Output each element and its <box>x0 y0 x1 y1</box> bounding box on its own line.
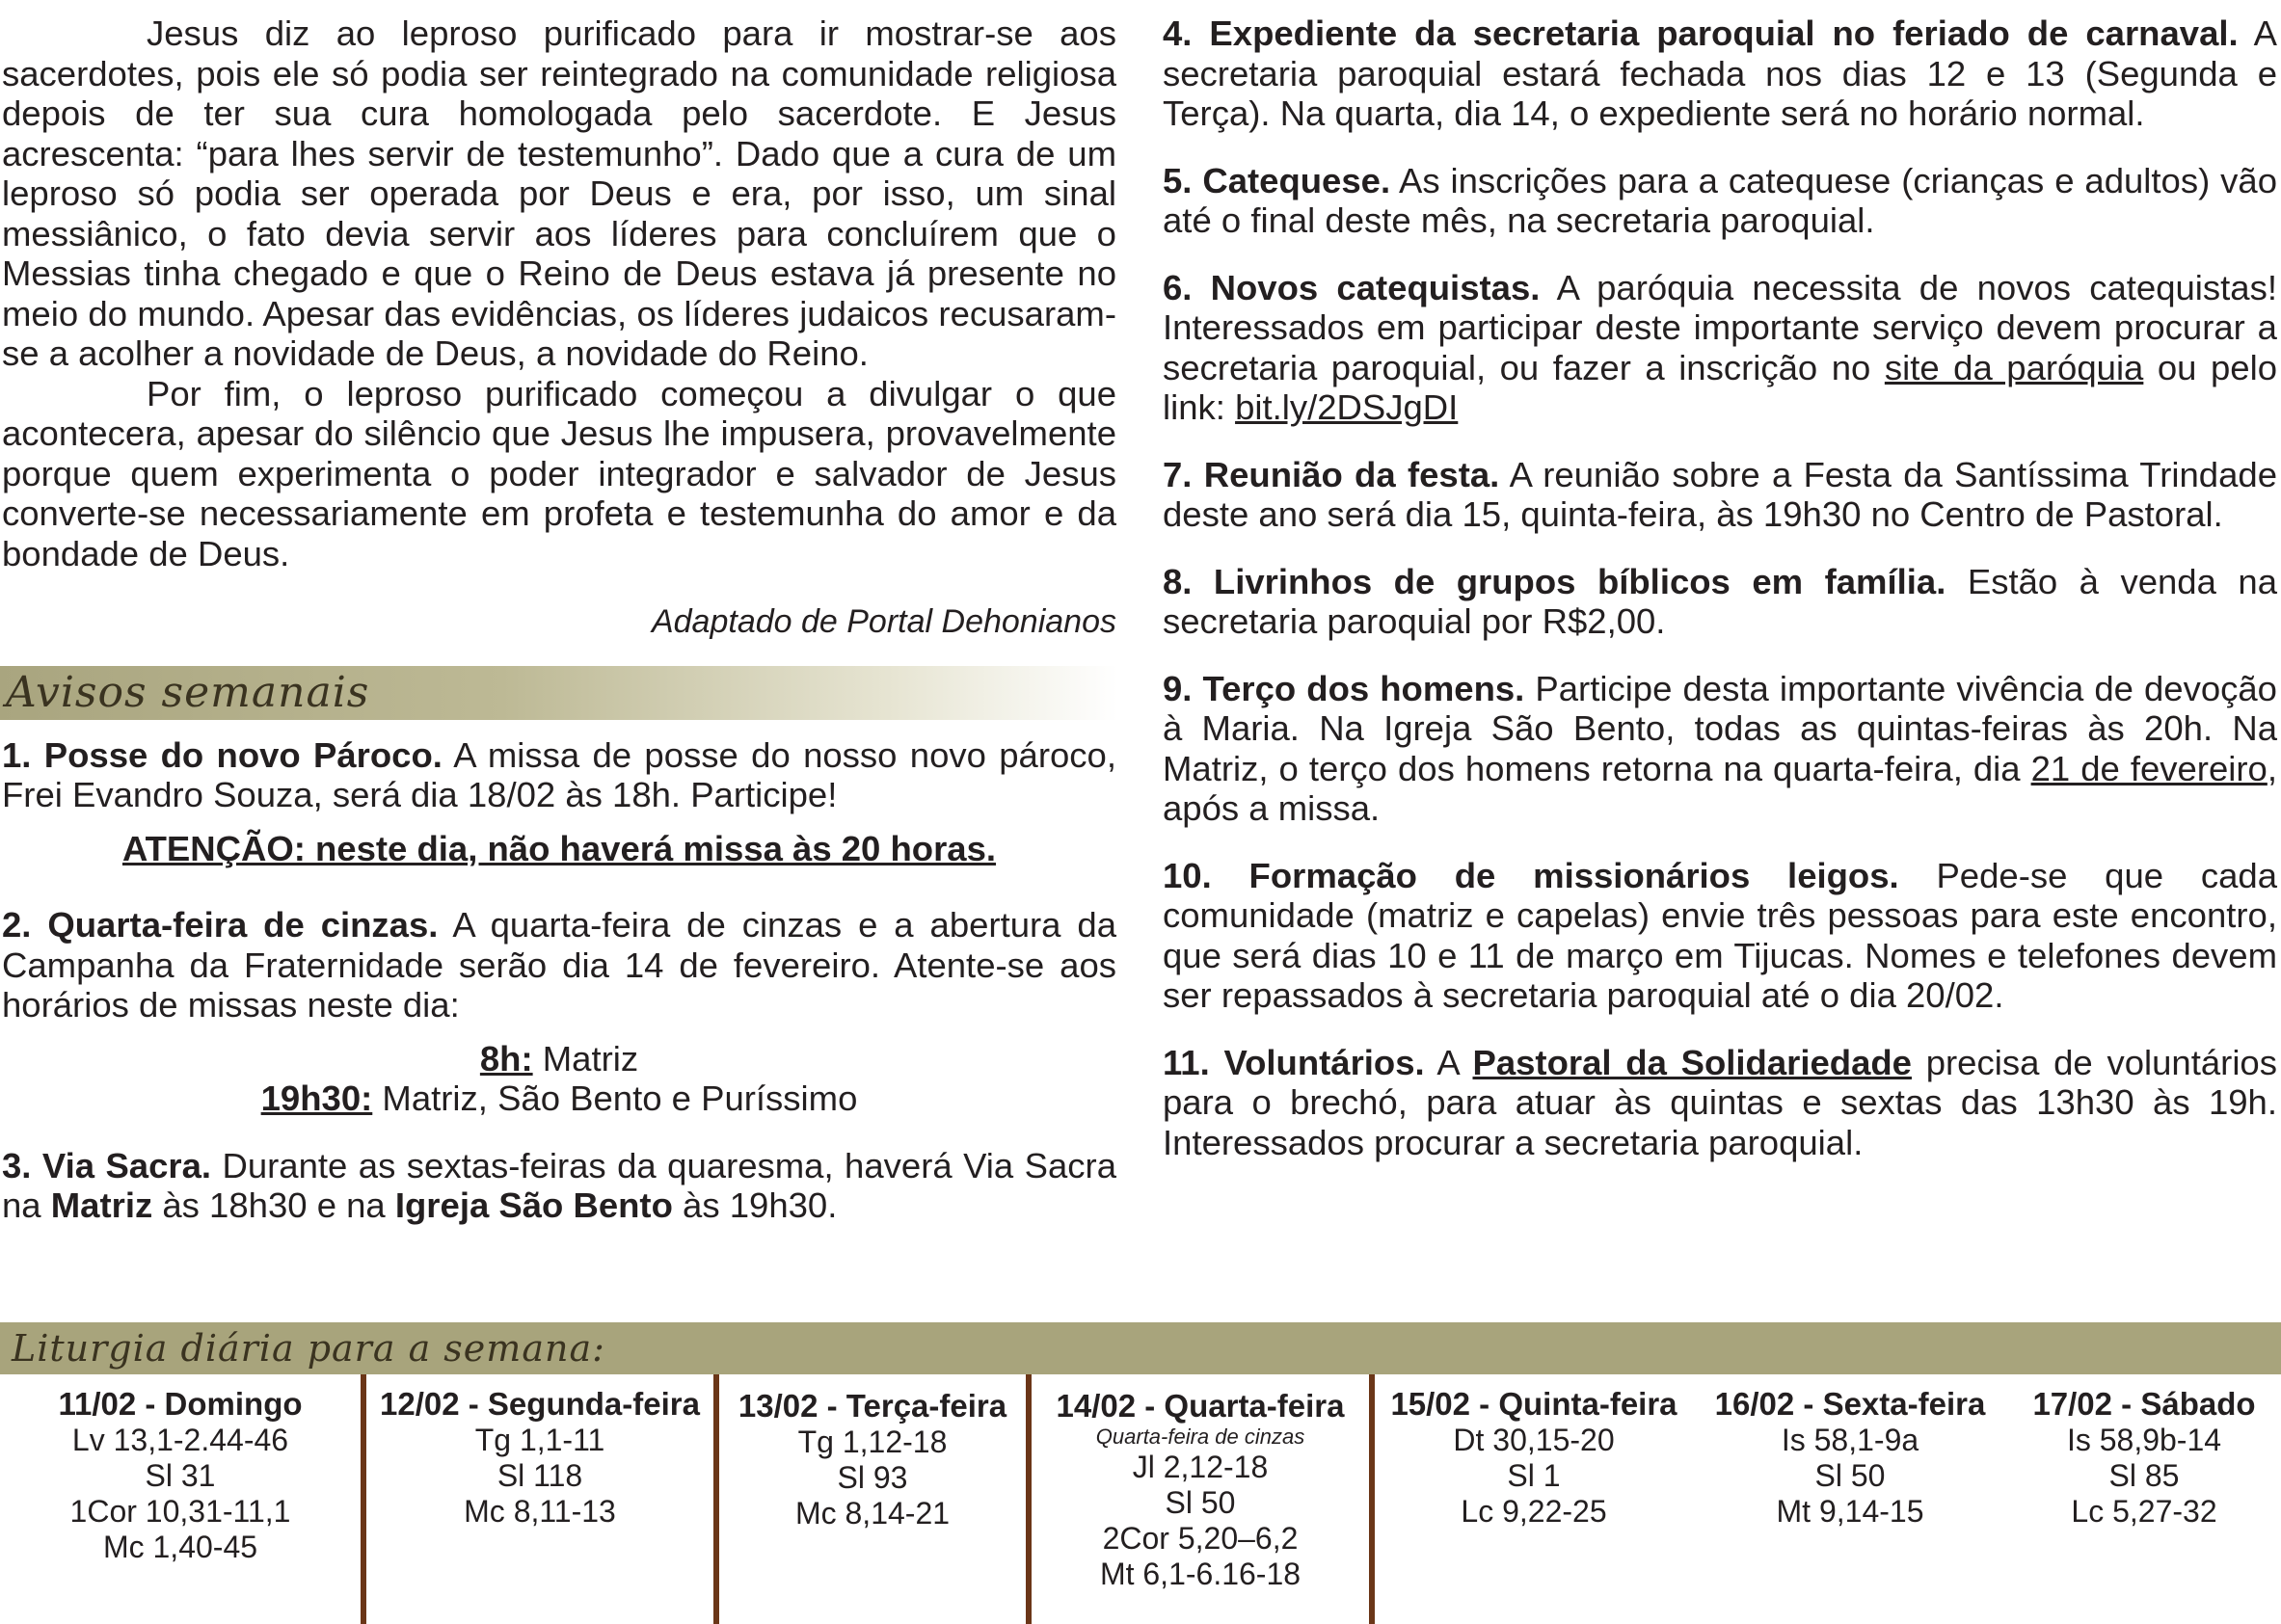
reading: Jl 2,12-18 <box>1132 1450 1269 1484</box>
notice-1-title: 1. Posse do novo Pároco. <box>2 734 443 775</box>
day-header: 15/02 - Quinta-feira <box>1390 1386 1677 1422</box>
reading: Dt 30,15-20 <box>1453 1423 1615 1457</box>
notice-10-text: Pede-se que cada comunidade (matriz e capelas) envie três pessoas para este encontro, que será dias 10 e 11 de março em Tijucas. Nomes e telefones devem ser repassados à secretaria paroquial até o dia 20/02. <box>1163 855 2277 1015</box>
notice-5 <box>1163 161 2277 241</box>
reading: Sl 118 <box>496 1458 583 1493</box>
day-column <box>1693 1374 2007 1624</box>
liturgy-banner <box>0 1322 2281 1374</box>
day-column <box>366 1374 713 1624</box>
reading: Sl 50 <box>1814 1458 1886 1493</box>
mass-time-1-place: Matriz <box>532 1038 639 1078</box>
notice-8 <box>1163 562 2277 642</box>
day-header: 17/02 - Sábado <box>2032 1386 2256 1422</box>
right-column <box>1163 13 2277 1162</box>
notice-11 <box>1163 1043 2277 1163</box>
reading: Sl 50 <box>1165 1485 1236 1520</box>
reading: Tg 1,1-11 <box>474 1423 605 1457</box>
notice-3-place-2: Igreja São Bento <box>394 1185 673 1225</box>
reading: Mt 6,1-6.16-18 <box>1099 1557 1302 1591</box>
mass-time-1-hour: 8h: <box>479 1038 533 1078</box>
mass-time-2 <box>2 1078 1116 1119</box>
day-header: 16/02 - Sexta-feira <box>1714 1386 1986 1422</box>
notice-5-title: 5. Catequese. <box>1163 160 1391 200</box>
reading: Mc 8,14-21 <box>794 1496 951 1531</box>
attention-notice <box>2 829 1116 869</box>
pastoral-name: Pastoral da Solidariedade <box>1472 1042 1912 1082</box>
notice-5-text: As inscrições para a catequese (crianças e adultos) vão até o final deste mês, na secretaria paroquial. <box>1163 160 2278 240</box>
day-column <box>2007 1374 2281 1624</box>
notice-4-title: 4. Expediente da secretaria paroquial no feriado de carnaval. <box>1163 13 2239 53</box>
notice-2-title: 2. Quarta-feira de cinzas. <box>2 905 439 945</box>
short-link[interactable]: bit.ly/2DSJgDI <box>1235 387 1459 427</box>
notice-11-title: 11. Voluntários. <box>1163 1042 1425 1082</box>
reading: Is 58,1-9a <box>1781 1423 1919 1457</box>
notice-9-date: 21 de fevereiro <box>2030 748 2268 788</box>
notice-6-title: 6. Novos catequistas. <box>1163 267 1541 307</box>
notice-3-text-2: às 18h30 e na <box>152 1185 395 1225</box>
notice-6-text-2: ou pelo link: <box>1163 347 2277 427</box>
reading: Lc 9,22-25 <box>1461 1494 1607 1529</box>
mass-time-2-place: Matriz, São Bento e Puríssimo <box>372 1078 858 1118</box>
notice-6 <box>1163 268 2277 428</box>
reading: Tg 1,12-18 <box>797 1424 948 1459</box>
day-column <box>0 1374 361 1624</box>
reading: Lv 13,1-2.44-46 <box>71 1423 289 1457</box>
avisos-title: Avisos semanais <box>6 668 370 717</box>
notice-8-text: Estão à venda na secretaria paroquial por R$2,00. <box>1163 561 2277 641</box>
notice-4 <box>1163 13 2277 134</box>
notice-9-title: 9. Terço dos homens. <box>1163 668 1525 708</box>
notice-9-text-1: Participe desta importante vivência de devoção à Maria. Na Igreja São Bento, todas as quintas-feiras às 20h. Na Matriz, o terço dos homens retorna na quarta-feira, dia <box>1163 668 2277 788</box>
notice-11-text-2: precisa de voluntários para o brechó, para atuar às quintas e sextas das 13h30 às 19h. Interessados procurar a secretaria paroquial. <box>1163 1042 2277 1162</box>
notice-10 <box>1163 856 2277 1016</box>
left-column <box>2 13 1116 1226</box>
notice-3-text-3: às 19h30. <box>672 1185 838 1225</box>
reading: Is 58,9b-14 <box>2066 1423 2222 1457</box>
reflection-paragraph-1: Jesus diz ao leproso purificado para ir mostrar-se aos sacerdotes, pois ele só podia ser reintegrado na comunidade religiosa depois de ter sua cura homologada pelo sacerdote. E Jesus acrescenta: “para lhes servir de testemunho”. Dado que a cura de um leproso só podia ser operada por Deus e era, por isso, um sinal messiânico, o fato devia servir aos líderes para concluírem que o Messias tinha chegado e que o Reino de Deus estava já presente no meio do mundo. Apesar das evidências, os líderes judaicos recusaram-se a acolher a novidade de Deus, a novidade do Reino. <box>2 13 1116 373</box>
reading: Sl 85 <box>2108 1458 2180 1493</box>
notice-1-text: A missa de posse do nosso novo pároco, Frei Evandro Souza, será dia 18/02 às 18h. Participe! <box>2 734 1116 814</box>
notice-8-title: 8. Livrinhos de grupos bíblicos em família. <box>1163 561 1946 601</box>
notice-10-title: 10. Formação de missionários leigos. <box>1163 855 1899 895</box>
notice-4-text: A secretaria paroquial estará fechada nos dias 12 e 13 (Segunda e Terça). Na quarta, dia 14, o expediente será no horário normal. <box>1163 13 2277 133</box>
avisos-banner <box>0 666 1118 720</box>
notice-3-place-1: Matriz <box>50 1185 153 1225</box>
notice-9 <box>1163 669 2277 829</box>
day-column <box>719 1374 1026 1624</box>
reading: Mt 9,14-15 <box>1776 1494 1924 1529</box>
day-header: 13/02 - Terça-feira <box>738 1388 1007 1424</box>
mass-time-1 <box>2 1039 1116 1079</box>
reading: Sl 93 <box>837 1460 908 1495</box>
notice-3 <box>2 1146 1116 1226</box>
liturgy-days <box>0 1374 2281 1624</box>
day-header: 11/02 - Domingo <box>58 1386 303 1422</box>
attention-text: ATENÇÃO: neste dia, não haverá missa às 20 horas. <box>121 828 997 868</box>
day-column <box>1375 1374 1693 1624</box>
reading: 2Cor 5,20–6,2 <box>1102 1521 1299 1556</box>
liturgy-title: Liturgia diária para a semana: <box>12 1327 605 1370</box>
notice-7-title: 7. Reunião da festa. <box>1163 454 1500 494</box>
reading: Mc 1,40-45 <box>102 1530 258 1564</box>
day-subtitle: Quarta-feira de cinzas <box>1095 1424 1305 1449</box>
notice-2-text: A quarta-feira de cinzas e a abertura da Campanha da Fraternidade serão dia 14 de fevereiro. Atente-se aos horários de missas neste dia: <box>2 905 1116 1025</box>
reading: 1Cor 10,31-11,1 <box>69 1494 291 1529</box>
reading: Sl 1 <box>1507 1458 1561 1493</box>
notice-1 <box>2 735 1116 815</box>
parish-site-link[interactable]: site da paróquia <box>1884 347 2144 387</box>
day-header: 14/02 - Quarta-feira <box>1056 1388 1345 1424</box>
reading: Mc 8,11-13 <box>464 1494 616 1529</box>
day-column <box>1032 1374 1369 1624</box>
mass-time-2-hour: 19h30: <box>260 1078 373 1118</box>
notice-7-text: A reunião sobre a Festa da Santíssima Trindade deste ano será dia 15, quinta-feira, às 19h30 no Centro de Pastoral. <box>1163 454 2278 534</box>
notice-3-title: 3. Via Sacra. <box>2 1145 212 1185</box>
notice-9-text-2: , após a missa. <box>1163 748 2277 828</box>
notice-11-text-1: A <box>1424 1042 1473 1082</box>
reflection-paragraph-2: Por fim, o leproso purificado começou a divulgar o que acontecera, apesar do silêncio que Jesus lhe impusera, provavelmente porque quem experimenta o poder integrador e salvador de Jesus converte-se necessariamente em profeta e testemunha do amor e da bondade de Deus. <box>2 373 1116 573</box>
reflection-credit: Adaptado de Portal Dehonianos <box>651 603 1116 640</box>
day-header: 12/02 - Segunda-feira <box>380 1386 700 1422</box>
notice-7 <box>1163 455 2277 535</box>
notice-6-text-1: A paróquia necessita de novos catequistas! Interessados em participar deste importante serviço devem procurar a secretaria paroquial, ou fazer a inscrição no <box>1163 267 2277 387</box>
reading: Lc 5,27-32 <box>2071 1494 2217 1529</box>
notice-2 <box>2 905 1116 1025</box>
reading: Sl 31 <box>145 1458 216 1493</box>
notice-3-text-1: Durante as sextas-feiras da quaresma, haverá Via Sacra na <box>2 1145 1116 1225</box>
